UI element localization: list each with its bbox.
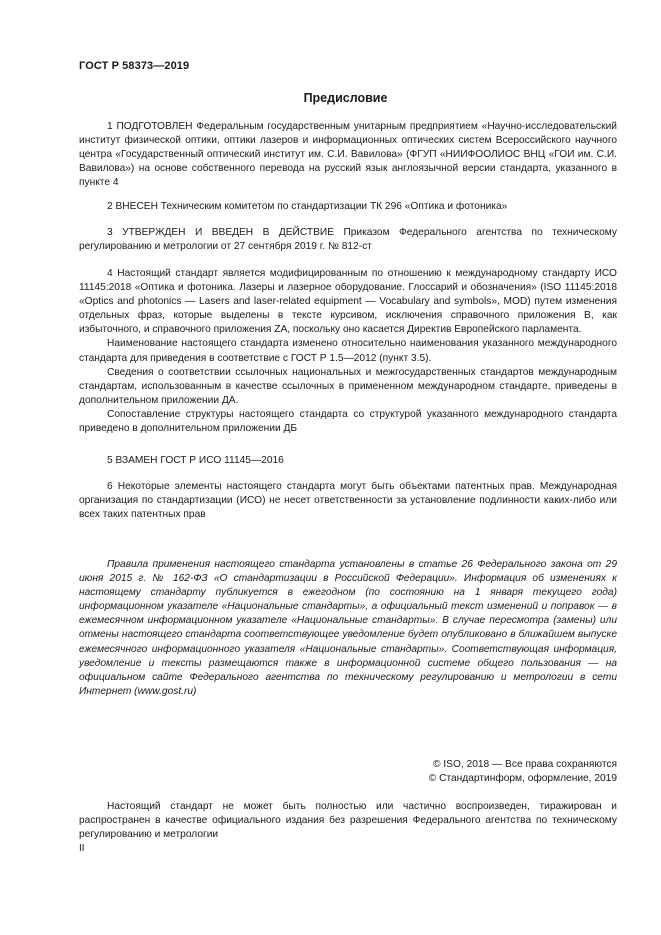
paragraph-structure: Сопоставление структуры настоящего стандарта со структурой указанного международного стандарта приведено в дополнительном приложении ДБ xyxy=(79,408,617,435)
paragraph-introduced-by: 2 ВНЕСЕН Техническим комитетом по стандартизации ТК 296 «Оптика и фотоника» xyxy=(107,201,508,212)
copyright-iso: © ISO, 2018 — Все права сохраняются xyxy=(433,759,617,770)
page-title: Предисловие xyxy=(303,91,388,105)
reproduction-block xyxy=(79,800,617,842)
page-number: II xyxy=(79,843,85,854)
paragraph-modification: 4 Настоящий стандарт является модифицированным по отношению к международному стандарту ИСО 11145:2018 «Оптика и фотоника. Лазеры и лазерное оборудование. Глоссарий и обозначения» (ISO 11145:2018 «Optics and photonics — Lasers and laser-related equipment — Vocabulary and symbols», MOD) путем изменения отдельных фраз, которые выделены в тексте курсивом, исключения справочного приложения В, как избыточного, и справочного приложения ZA, поскольку оно касается Директив Европейского парламента. xyxy=(79,268,617,336)
paragraph-5 xyxy=(79,454,617,468)
paragraph-name-change: Наименование настоящего стандарта изменено относительно наименования указанного международного стандарта для приведения в соответствие с ГОСТ Р 1.5—2012 (пункт 3.5). xyxy=(79,338,617,364)
paragraph-approved: 3 УТВЕРЖДЕН И ВВЕДЕН В ДЕЙСТВИЕ Приказом Федерального агентства по техническому регулированию и метрологии от 27 сентября 2019 г. № 812-ст xyxy=(79,227,617,253)
paragraph-3 xyxy=(79,226,617,254)
copyright-block xyxy=(300,758,617,786)
paragraph-4 xyxy=(79,267,617,436)
rules-notice-block xyxy=(79,558,617,699)
paragraph-replaces: 5 ВЗАМЕН ГОСТ Р ИСО 11145—2016 xyxy=(107,455,284,466)
standard-designation: ГОСТ Р 58373—2019 xyxy=(79,60,190,72)
paragraph-2 xyxy=(79,200,617,214)
copyright-standartinform: © Стандартинформ, оформление, 2019 xyxy=(428,773,617,785)
reproduction-notice: Настоящий стандарт не может быть полностью или частично воспроизведен, тиражирован и распространен в качестве официального издания без разрешения Федерального агентства по техническому регулированию и метрологии xyxy=(79,801,617,841)
paragraph-6 xyxy=(79,480,617,522)
paragraph-1 xyxy=(79,120,617,190)
paragraph-prepared-by: 1 ПОДГОТОВЛЕН Федеральным государственным унитарным предприятием «Научно-исследовательский институт физической оптики, оптики лазеров и информационных оптических систем Всероссийского научного центра «Государственный оптический институт им. С.И. Вавилова» (ФГУП «НИИФООЛИОС ВНЦ «ГОИ им. С.И. Вавилова») на основе собственного перевода на русский язык англоязычной версии стандарта, указанного в пункте 4 xyxy=(79,121,617,189)
paragraph-references: Сведения о соответствии ссылочных национальных и межгосударственных стандартов международным стандартам, использованным в качестве ссылочных в примененном международном стандарте, приведены в дополнительном приложении ДА. xyxy=(79,366,617,406)
rules-notice: Правила применения настоящего стандарта установлены в статье 26 Федерального закона от 29 июня 2015 г. № 162-ФЗ «О стандартизации в Российской Федерации». Информация об изменениях к настоящему стандарту публикуется в ежегодном (по состоянию на 1 января текущего года) информационном указателе «Национальные стандарты», а официальный текст изменений и поправок — в ежемесячном информационном указателе «Национальные стандарты». В случае пересмотра (замены) или отмены настоящего стандарта соответствующее уведомление будет опубликовано в ближайшем выпуске ежемесячного информационного указателя «Национальные стандарты». Соответствующая информация, уведомление и тексты размещаются также в информационной системе общего пользования — на официальном сайте Федерального агентства по техническому регулированию и метрологии в сети Интернет (www.gost.ru) xyxy=(79,559,617,697)
paragraph-patents: 6 Некоторые элементы настоящего стандарта могут быть объектами патентных прав. Международная организация по стандартизации (ИСО) не несет ответственности за установление подлинности каких-либо или всех таких патентных прав xyxy=(79,481,617,521)
